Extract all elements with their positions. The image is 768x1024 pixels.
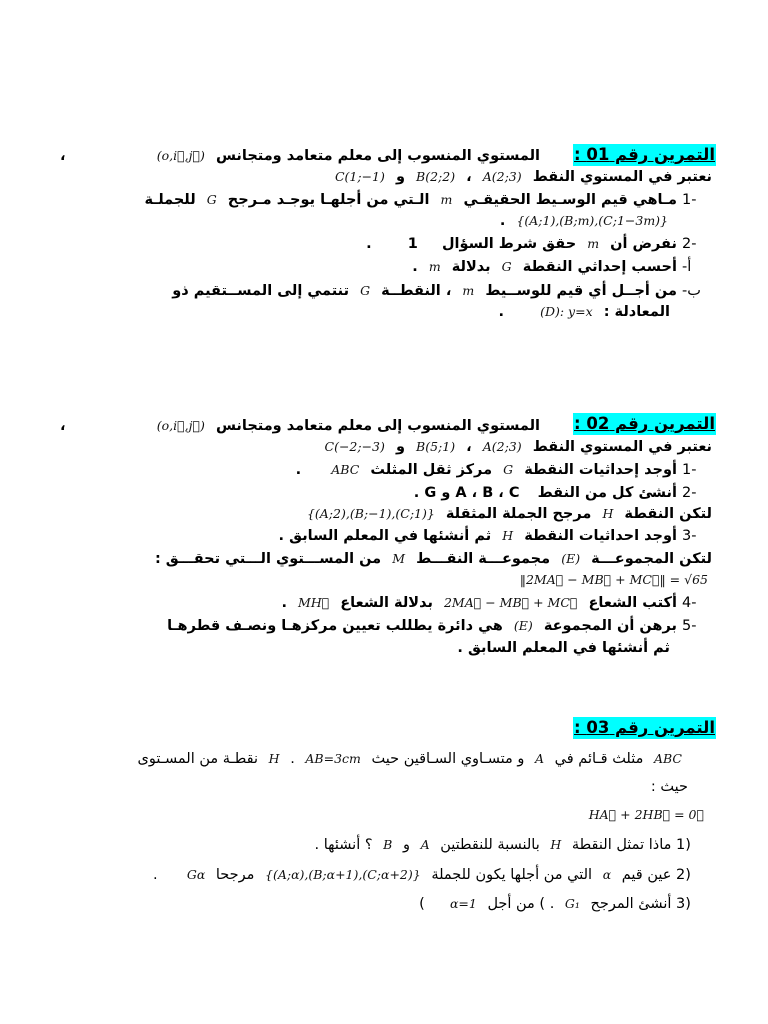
p-text: ) — [419, 896, 425, 912]
vector-equation: HA⃗ + 2HB⃗ = 0⃗ — [588, 807, 704, 822]
point-B: B(5;1) — [416, 439, 456, 454]
var-B: B — [383, 837, 393, 852]
q-text: من المســـتوي الـــتي تحقـــق : — [154, 551, 382, 567]
q-text: بدلالة — [451, 259, 491, 275]
question-number: -4 — [682, 595, 697, 611]
q-text: الـتي من أجلهـا يوجـد مـرجح — [227, 192, 430, 208]
p-text: مثلث قـائم في — [554, 751, 644, 767]
p-text: التي من أجلها يكون للجملة — [431, 867, 593, 883]
p-text: حيث : — [650, 779, 688, 795]
exercise-1-title: التمرين رقم 01 : — [574, 145, 715, 164]
p-text: ماذا تمثل النقطة — [571, 837, 672, 853]
q-text: أوجد احداثيات النقطة — [524, 528, 677, 544]
ex1-question-2 — [366, 234, 712, 254]
q-text: نفرض أن — [610, 236, 677, 252]
and-word: و — [395, 439, 405, 455]
ex2-question-2 — [414, 483, 712, 503]
question-number: (3 — [676, 896, 691, 912]
q-text: برهن أن المجموعة — [543, 618, 677, 634]
exercise-2-title: التمرين رقم 02 : — [574, 414, 715, 433]
var-m: m — [428, 259, 441, 274]
q-text: لتكن المجموعـــة — [591, 551, 712, 567]
var-G-alpha: Gα — [186, 867, 206, 882]
point-C: C(1;−1) — [334, 169, 385, 184]
p-text: و متسـاوي السـاقين حيث — [371, 751, 525, 767]
q-text: المعادلة : — [603, 304, 670, 320]
ex1-line2 — [329, 167, 712, 187]
var-G: G — [503, 462, 514, 477]
length-AB: AB=3cm — [305, 751, 361, 766]
question-number: أ- — [682, 259, 692, 275]
set-E: (E) — [561, 551, 581, 566]
var-H: H — [268, 751, 280, 766]
question-number: -2 — [682, 485, 697, 501]
q-text: مـاهي قيم الوسـيط الحقيقـي — [463, 192, 677, 208]
period: . — [499, 213, 506, 229]
ex1-points-intro: نعتبر في المستوي النقط — [532, 169, 712, 185]
ex2-line1-end — [60, 416, 66, 436]
q-text: أكتب الشعاع — [588, 595, 677, 611]
vector-MH: MH⃗ — [298, 595, 330, 610]
q-text: من أجــل أي قيم للوســيط — [485, 283, 677, 299]
points-list: A ، B ، C و G — [424, 485, 520, 501]
q-text: مجموعـــة النقـــط — [416, 551, 551, 567]
ex3-line2 — [651, 777, 688, 797]
ex1-question-1-cont — [500, 211, 674, 231]
ex2-points-intro: نعتبر في المستوي النقط — [532, 439, 712, 455]
exercise-3-title: التمرين رقم 03 : — [574, 718, 715, 737]
ex1-line1 — [151, 146, 540, 166]
question-number: -5 — [682, 618, 697, 634]
q-text: أحسب إحداثي النقطة — [522, 259, 677, 275]
period: . — [153, 867, 158, 883]
separator: ، — [466, 439, 472, 455]
ex2-set-E — [155, 549, 712, 569]
norm-equation: ‖2MA⃗ − MB⃗ + MC⃗‖ = √65 — [519, 572, 708, 587]
var-A: A — [420, 837, 430, 852]
ex2-barycenter-H — [301, 504, 712, 524]
ex2-line1 — [151, 416, 540, 436]
question-number: -3 — [682, 528, 697, 544]
comma: ، — [60, 418, 66, 434]
point-A: A(2;3) — [482, 169, 522, 184]
q-text: ثم أنشئها في المعلم السابق — [289, 528, 492, 544]
p-text: عين قيم — [621, 867, 672, 883]
period: . — [412, 259, 418, 275]
p-text: مرجحا — [215, 867, 255, 883]
var-H: H — [502, 528, 514, 543]
ex3-question-2 — [153, 865, 706, 885]
alpha-value: α=1 — [449, 896, 477, 911]
triangle-ABC: ABC — [331, 462, 360, 477]
q-text: لتكن النقطة — [624, 506, 712, 522]
ex2-question-1 — [296, 460, 712, 480]
question-ref: 1 — [407, 236, 418, 252]
ex3-question-1 — [315, 835, 706, 855]
var-m: m — [462, 283, 475, 298]
p-text: نقطـة من المسـتوى — [137, 751, 259, 767]
var-G1: G₁ — [564, 896, 580, 911]
ex2-question-4 — [281, 593, 712, 613]
p-text: أنشئ المرجح — [590, 896, 672, 912]
var-m: m — [587, 236, 600, 251]
and-word: و — [402, 837, 410, 853]
ex1-frame-text: المستوي المنسوب إلى معلم متعامد ومتجانس — [215, 148, 540, 164]
ex3-vector-equation — [583, 805, 710, 825]
ex3-question-3 — [419, 894, 706, 914]
var-m: m — [440, 192, 453, 207]
frame-formula: (o,i⃗,j⃗) — [156, 148, 205, 163]
point-B: B(2;2) — [416, 169, 456, 184]
period: . — [413, 485, 420, 501]
var-H: H — [602, 506, 614, 521]
ex2-frame-text: المستوي المنسوب إلى معلم متعامد ومتجانس — [215, 418, 540, 434]
period: . — [498, 304, 504, 320]
comma: ، — [60, 148, 66, 164]
ex1-question-b-cont — [498, 302, 670, 322]
q-text: أنشئ كل من النقط — [537, 485, 677, 501]
ex1-question-a — [412, 257, 712, 277]
period: . — [290, 751, 295, 767]
var-G: G — [206, 192, 217, 207]
var-G: G — [501, 259, 512, 274]
ex2-question-5 — [167, 616, 712, 636]
q-text: تنتمي إلى المســتقيم ذو — [172, 283, 350, 299]
var-H: H — [550, 837, 562, 852]
q-text: مركز ثقل المثلث — [370, 462, 493, 478]
var-alpha: α — [602, 867, 612, 882]
triangle-ABC: ABC — [653, 751, 682, 766]
separator: ، — [466, 169, 472, 185]
period: . — [278, 528, 285, 544]
ex2-question-3 — [279, 526, 712, 546]
weighted-system: {(A;2),(B;−1),(C;1)} — [306, 506, 435, 521]
point-A: A(2;3) — [482, 439, 522, 454]
ex1-question-1 — [144, 190, 712, 210]
vector-sum: 2MA⃗ − MB⃗ + MC⃗ — [443, 595, 578, 610]
ex2-question-5-cont — [457, 638, 670, 658]
q-text: ثم أنشئها في المعلم السابق . — [457, 640, 670, 656]
ex2-set-E-equation — [514, 570, 714, 590]
p-text: . ) من أجل — [487, 896, 555, 912]
and-word: و — [395, 169, 405, 185]
period: . — [281, 595, 287, 611]
q-text: مرجح الجملة المثقلة — [445, 506, 592, 522]
question-number: -1 — [682, 462, 697, 478]
question-number: -1 — [682, 192, 697, 208]
point-C: C(−2;−3) — [324, 439, 385, 454]
q-text: حقق شرط السؤال — [441, 236, 577, 252]
weighted-system: {(A;1),(B;m),(C;1−3m)} — [516, 213, 668, 228]
p-text: ؟ أنشئها . — [314, 837, 373, 853]
q-text: ، النقطــة — [381, 283, 452, 299]
period: . — [366, 236, 372, 252]
q-text: للجملـة — [144, 192, 196, 208]
line-equation: (D): y=x — [540, 304, 593, 319]
set-E: (E) — [513, 618, 533, 633]
question-number: (1 — [676, 837, 691, 853]
q-text: بدلالة الشعاع — [340, 595, 433, 611]
var-G: G — [360, 283, 371, 298]
question-number: -2 — [682, 236, 697, 252]
period: . — [295, 462, 302, 478]
ex2-line2 — [319, 437, 713, 457]
question-number: (2 — [676, 867, 691, 883]
frame-formula: (o,i⃗,j⃗) — [156, 418, 205, 433]
p-text: بالنسبة للنقطتين — [440, 837, 540, 853]
q-text: هي دائرة يطللب تعيين مركزهـا ونصـف قطرهـا — [167, 618, 503, 634]
weighted-system: {(A;α),(B;α+1),(C;α+2)} — [265, 867, 421, 882]
var-A: A — [535, 751, 545, 766]
var-M: M — [392, 551, 406, 566]
q-text: أوجد إحداثيات النقطة — [524, 462, 677, 478]
ex1-question-b — [172, 281, 712, 301]
ex3-line1 — [138, 749, 688, 769]
question-number: ب- — [682, 283, 701, 299]
